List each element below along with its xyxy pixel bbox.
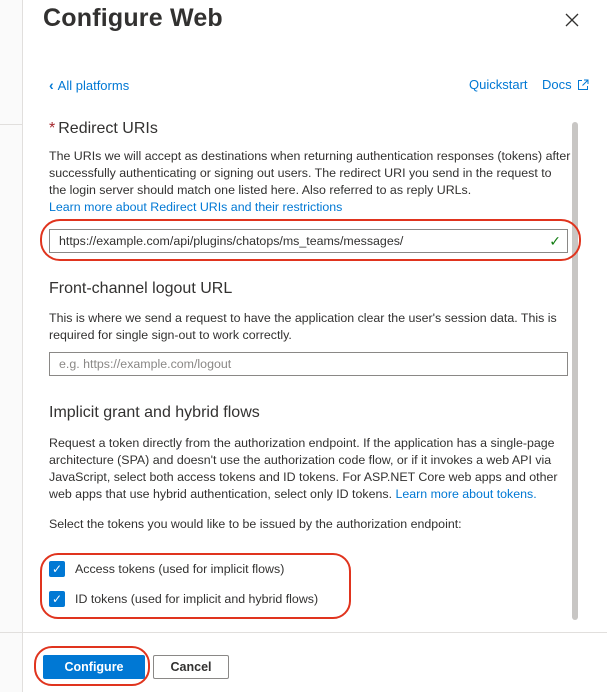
configure-web-panel	[22, 0, 607, 692]
redirect-uris-section	[49, 120, 571, 216]
all-platforms-label: All platforms	[57, 78, 130, 93]
id-tokens-option[interactable]	[49, 591, 318, 607]
logout-url-description: This is where we send a request to have the application clear the user's session data. This is required for single sign-out to work correctly.	[49, 311, 557, 342]
checkmark-icon: ✓	[51, 562, 63, 576]
implicit-grant-heading: Implicit grant and hybrid flows	[49, 404, 260, 421]
id-tokens-label: ID tokens (used for implicit and hybrid flows)	[75, 592, 319, 606]
background-divider	[0, 632, 22, 633]
redirect-uris-description	[49, 148, 571, 216]
scrollbar[interactable]	[571, 122, 579, 620]
checkmark-icon: ✓	[51, 592, 63, 606]
configure-button[interactable]: Configure	[43, 655, 145, 679]
redirect-uris-heading	[49, 120, 571, 138]
close-icon	[560, 8, 584, 32]
access-tokens-option[interactable]	[49, 561, 284, 577]
docs-label: Docs	[542, 77, 572, 92]
quickstart-link[interactable]: Quickstart	[469, 77, 528, 92]
close-button[interactable]	[560, 8, 584, 32]
checkmark-icon: ✓	[549, 233, 561, 249]
token-select-prompt: Select the tokens you would like to be issued by the authorization endpoint:	[49, 517, 462, 531]
tokens-learn-more-link[interactable]: Learn more about tokens.	[395, 487, 537, 501]
logout-url-heading: Front-channel logout URL	[49, 280, 233, 297]
implicit-grant-section	[49, 404, 571, 533]
panel-title: Configure Web	[43, 4, 223, 32]
chevron-left-icon: ‹	[49, 77, 54, 93]
required-marker: *	[49, 120, 56, 137]
external-link-icon	[577, 79, 589, 91]
redirect-uri-input[interactable]	[49, 229, 568, 253]
access-tokens-checkbox[interactable]	[49, 561, 65, 577]
scrollbar-thumb[interactable]	[572, 122, 578, 620]
logout-url-section	[49, 280, 571, 344]
id-tokens-checkbox[interactable]	[49, 591, 65, 607]
logout-url-input[interactable]	[49, 352, 568, 376]
redirect-uris-description-text: The URIs we will accept as destinations when returning authentication responses (tokens) after successfully authenticating or signing out users. The redirect URI you send in the request to the login server should match one listed here. Also referred to as reply URLs.	[49, 149, 571, 197]
logout-url-placeholder: e.g. https://example.com/logout	[59, 357, 232, 371]
background-strip	[0, 0, 22, 692]
implicit-grant-description-text: Request a token directly from the authorization endpoint. If the application has a single-page architecture (SPA) and doesn't use the authorization code flow, or if it invokes a web API via JavaScript, select both access tokens and ID tokens. For ASP.NET Core web apps and other web apps that use hybrid authentication, select only ID tokens.	[49, 436, 558, 501]
redirect-uri-value: https://example.com/api/plugins/chatops/ms_teams/messages/	[59, 234, 404, 248]
footer-divider	[23, 632, 607, 633]
redirect-uris-learn-more-link[interactable]: Learn more about Redirect URIs and their restrictions	[49, 200, 343, 214]
implicit-grant-description	[49, 435, 571, 503]
access-tokens-label: Access tokens (used for implicit flows)	[75, 562, 285, 576]
docs-link[interactable]	[542, 77, 589, 92]
background-divider	[0, 124, 22, 125]
all-platforms-link[interactable]	[49, 77, 129, 93]
redirect-uris-title: Redirect URIs	[58, 120, 158, 137]
cancel-button[interactable]: Cancel	[153, 655, 229, 679]
